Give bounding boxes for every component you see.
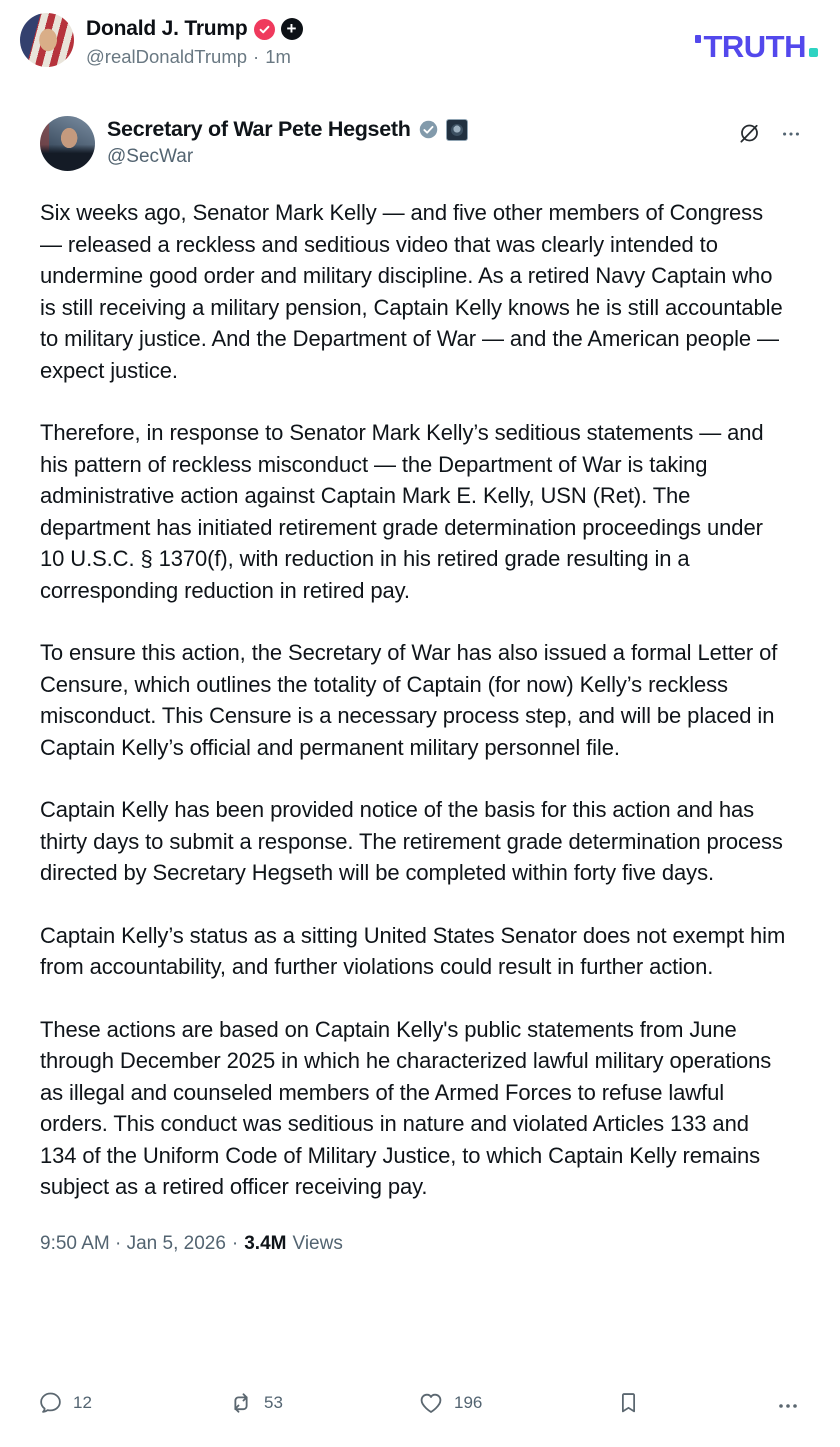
embedded-user-handle[interactable]: @SecWar — [107, 146, 194, 167]
like-icon — [418, 1390, 444, 1416]
more-icon[interactable] — [780, 123, 802, 145]
verified-gray-badge-icon — [418, 119, 439, 140]
logo-text: TRUTH — [703, 29, 806, 64]
bookmark-icon — [616, 1390, 641, 1415]
affiliation-badge-icon — [446, 119, 468, 141]
like-button[interactable] — [418, 1390, 482, 1416]
views-count: 3.4M — [244, 1232, 287, 1254]
reply-count: 12 — [73, 1392, 92, 1412]
timestamp-row — [0, 1233, 840, 1255]
paragraph: These actions are based on Captain Kelly's public statements from June through December 2025 in which he characterized lawful military operations as illegal and counseled members of the Armed Forces to refuse lawful orders. This conduct was seditious in nature and violated Articles 133 and 134 of the Uniform Code of Military Justice, to which Captain Kelly remains subject as a retired officer receiving pay. — [40, 1016, 772, 1199]
bookmark-button[interactable] — [616, 1390, 641, 1415]
display-name[interactable]: Donald J. Trump — [86, 17, 248, 40]
retruth-count: 53 — [264, 1393, 283, 1412]
plus-badge-icon: + — [281, 18, 303, 40]
reply-icon — [38, 1390, 63, 1415]
paragraph: Captain Kelly has been provided notice of the basis for this action and has thirty days to submit a response. The retirement grade determination process directed by Secretary Hegseth will be completed within forty five days. — [40, 797, 783, 885]
user-handle[interactable]: @realDonaldTrump — [86, 46, 248, 67]
like-count: 196 — [454, 1393, 483, 1412]
paragraph: Six weeks ago, Senator Mark Kelly — and five other members of Congress — released a reckless and seditious video that was clearly intended to undermine good order and military discipline. As a retired Navy Captain who is still receiving a military pension, Captain Kelly knows he is still accountable to military justice. And the Department of War — and the American people — expect justice. — [40, 200, 783, 383]
action-bar — [0, 1390, 840, 1432]
views-label: Views — [292, 1232, 343, 1254]
grok-icon[interactable] — [737, 121, 762, 146]
post-header — [0, 0, 840, 68]
author-identity — [86, 13, 303, 68]
retruth-button[interactable] — [228, 1390, 283, 1416]
timestamp: 9:50 AM · Jan 5, 2026 — [40, 1232, 226, 1254]
avatar[interactable] — [40, 116, 95, 171]
separator-dot: · — [253, 46, 260, 67]
reply-button[interactable] — [38, 1390, 92, 1415]
verified-badge-icon — [254, 19, 275, 40]
embedded-x-post[interactable] — [0, 116, 840, 1255]
embedded-author-name[interactable]: Secretary of War Pete Hegseth — [107, 117, 411, 141]
paragraph: To ensure this action, the Secretary of War has also issued a formal Letter of Censure, which outlines the totality of Captain (for now) Kelly’s reckless misconduct. This Censure is a necessary process step, and will be placed in Captain Kelly’s official and permanent military personnel file. — [40, 640, 778, 760]
avatar[interactable] — [20, 13, 74, 67]
post-body-text — [0, 197, 840, 1203]
logo-notch — [695, 35, 701, 43]
paragraph: Captain Kelly’s status as a sitting United States Senator does not exempt him from accountability, and further violations could result in further action. — [40, 922, 786, 979]
embedded-post-header — [0, 116, 840, 171]
separator-dot: · — [231, 1232, 239, 1254]
post-time: 1m — [265, 46, 291, 67]
post-more-button[interactable] — [776, 1394, 800, 1418]
logo-period — [809, 48, 818, 57]
retruth-icon — [228, 1390, 254, 1416]
paragraph: Therefore, in response to Senator Mark Kelly’s seditious statements — and his pattern of reckless misconduct — the Department of War is taking administrative action against Captain Mark E. Kelly, USN (Ret). The department has initiated retirement grade determination proceedings under 10 U.S.C. § 1370(f), with reduction in his retired grade resulting in a corresponding reduction in retired pay. — [40, 420, 764, 603]
embedded-author-identity — [107, 116, 468, 168]
truth-logo — [695, 29, 818, 65]
more-icon — [776, 1394, 800, 1418]
